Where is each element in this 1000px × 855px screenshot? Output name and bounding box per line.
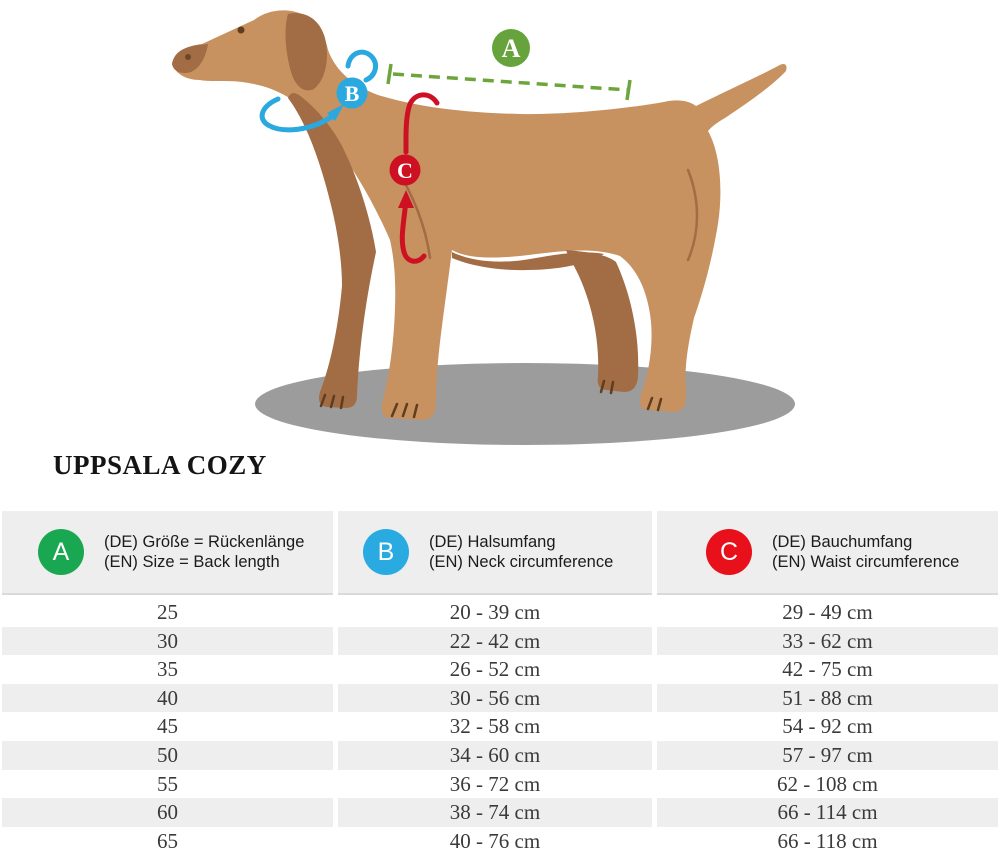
neck-cell: 22 - 42 cm [338, 627, 652, 656]
header-size-back-length [2, 511, 333, 595]
neck-cell: 26 - 52 cm [449, 657, 541, 682]
page-title: UPPSALA COZY [53, 450, 267, 480]
size-table-header [0, 511, 1000, 595]
header-waist-circumference [657, 511, 998, 595]
table-row [0, 627, 1000, 656]
waist-cell: 66 - 114 cm [657, 798, 998, 827]
header-label-a [104, 532, 304, 572]
table-row [0, 655, 1000, 684]
header-badge-a: A [38, 529, 84, 575]
neck-cell: 38 - 74 cm [338, 798, 652, 827]
waist-cell: 42 - 75 cm [782, 657, 873, 682]
waist-cell: 51 - 88 cm [657, 684, 998, 713]
size-cell: 25 [157, 600, 178, 624]
waist-cell: 62 - 108 cm [777, 771, 878, 796]
size-cell: 45 [157, 714, 178, 739]
neck-cell: 36 - 72 cm [449, 771, 541, 796]
neck-cell: 20 - 39 cm [449, 600, 541, 624]
waist-cell: 54 - 92 cm [782, 714, 873, 739]
table-row [0, 712, 1000, 741]
neck-arc-back [348, 52, 376, 80]
marker-c-label: C [397, 158, 413, 183]
header-badge-b: B [363, 529, 409, 575]
table-row [0, 827, 1000, 855]
size-table [0, 511, 1000, 855]
size-cell: 30 [2, 627, 333, 656]
back-length-measure [388, 29, 630, 100]
header-neck-circumference [338, 511, 652, 595]
back-length-dashed-line [393, 74, 628, 90]
header-badge-c: C [706, 529, 752, 575]
header-c-en: (EN) Waist circumference [772, 553, 960, 571]
size-cell: 60 [2, 798, 333, 827]
dog-body [172, 10, 787, 420]
waist-cell: 57 - 97 cm [657, 741, 998, 770]
marker-b-label: B [344, 81, 360, 106]
header-label-b [429, 532, 613, 572]
header-b-en: (EN) Neck circumference [429, 553, 614, 571]
waist-cell: 29 - 49 cm [782, 600, 873, 624]
waist-cell: 66 - 118 cm [777, 828, 878, 853]
neck-cell: 32 - 58 cm [449, 714, 541, 739]
table-row [0, 598, 1000, 627]
header-b-de: (DE) Halsumfang [429, 533, 556, 551]
header-a-en: (EN) Size = Back length [104, 553, 280, 571]
header-a-de: (DE) Größe = Rückenlänge [104, 533, 305, 551]
neck-cell: 30 - 56 cm [338, 684, 652, 713]
table-row [0, 770, 1000, 799]
table-row [0, 684, 1000, 713]
dog-nostril [185, 54, 191, 60]
size-table-body [0, 598, 1000, 855]
size-cell: 65 [157, 828, 178, 853]
size-cell: 50 [2, 741, 333, 770]
dog-eye [238, 27, 245, 34]
back-length-tick-right [627, 80, 630, 100]
waist-cell: 33 - 62 cm [657, 627, 998, 656]
table-row [0, 798, 1000, 827]
neck-cell: 40 - 76 cm [449, 828, 541, 853]
header-c-de: (DE) Bauchumfang [772, 533, 913, 551]
back-length-tick-left [388, 64, 391, 84]
marker-a-label: A [501, 34, 521, 63]
header-label-c [772, 532, 959, 572]
size-cell: 40 [2, 684, 333, 713]
table-row [0, 741, 1000, 770]
size-cell: 55 [157, 771, 178, 796]
size-cell: 35 [157, 657, 178, 682]
neck-cell: 34 - 60 cm [338, 741, 652, 770]
